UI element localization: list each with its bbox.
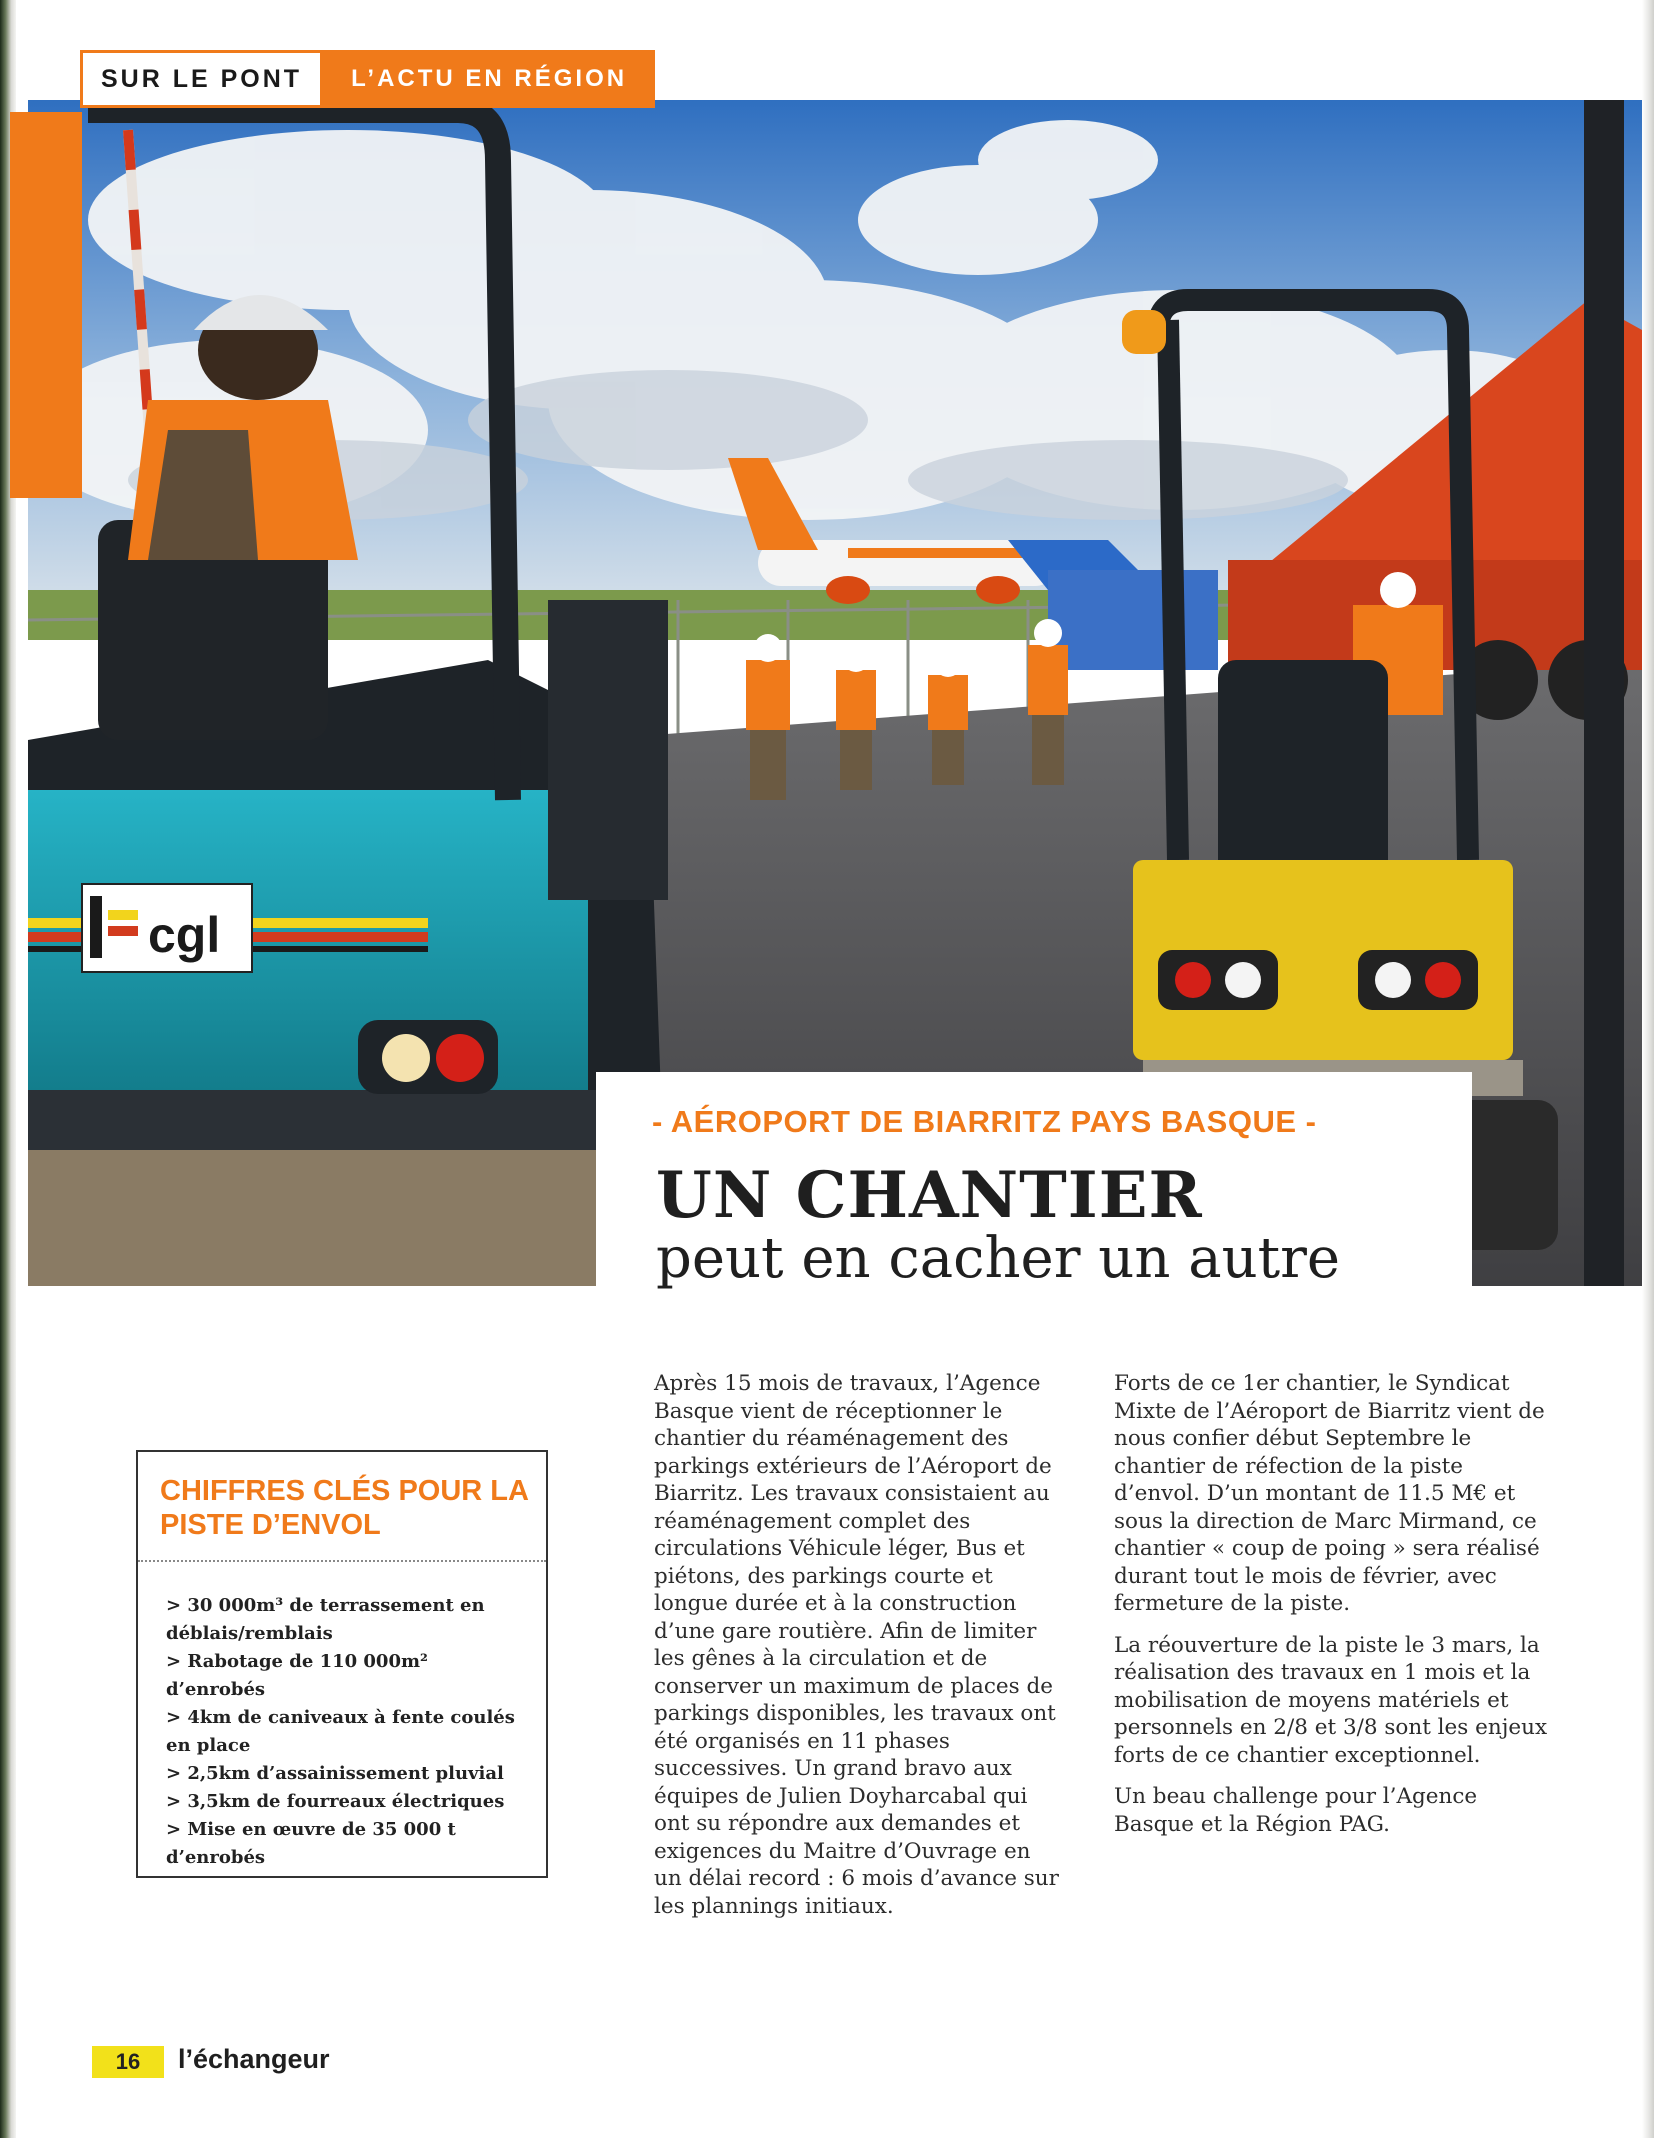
body-paragraph: Un beau challenge pour l’Agence Basque et la Région PAG. <box>1114 1784 1478 1837</box>
body-paragraph: La réouverture de la piste le 3 mars, la réalisation des travaux en 1 mois et la mobilisation de moyens matériels et personnels en 2/8 et 3/8 sont les enjeux forts de ce chantier exceptionnel. <box>1114 1632 1548 1768</box>
cgl-logo: cgl <box>148 907 221 963</box>
key-figures-list <box>166 1592 526 1872</box>
key-figure-item: > 4km de caniveaux à fente coulés en place <box>166 1707 515 1756</box>
article-title: UN CHANTIER <box>656 1158 1203 1233</box>
page-edge <box>1642 0 1654 2138</box>
body-column-1 <box>654 1370 1064 1934</box>
key-figure-item: > Rabotage de 110 000m² d’enrobés <box>166 1651 428 1700</box>
key-figure-item: > 30 000m³ de terrassement en déblais/remblais <box>166 1595 485 1644</box>
key-figure-item: > 2,5km d’assainissement pluvial <box>166 1763 504 1784</box>
section-label: SUR LE PONT <box>80 50 323 108</box>
article-kicker: - AÉROPORT DE BIARRITZ PAYS BASQUE - <box>652 1104 1317 1139</box>
section-header <box>80 50 655 108</box>
key-figures-title: CHIFFRES CLÉS POUR LA PISTE D’ENVOL <box>160 1475 528 1541</box>
category-label: L’ACTU EN RÉGION <box>323 50 655 108</box>
body-column-2 <box>1114 1370 1554 1852</box>
key-figures-divider <box>138 1560 546 1562</box>
title-box <box>596 1072 1472 1300</box>
magazine-name: l’échangeur <box>178 2044 330 2074</box>
key-figure-item: > 3,5km de fourreaux électriques <box>166 1791 505 1812</box>
article-subtitle: peut en cacher un autre <box>656 1226 1341 1291</box>
page-number: 16 <box>92 2046 164 2078</box>
key-figure-item: > Mise en œuvre de 35 000 t d’enrobés <box>166 1819 456 1868</box>
body-paragraph: Forts de ce 1er chantier, le Syndicat Mixte de l’Aéroport de Biarritz vient de nous confier début Septembre le chantier de réfection de la piste d’envol. D’un montant de 11.5 M€ et sous la direction de Marc Mirmand, ce chantier « coup de poing » sera réalisé durant tout le mois de février, avec fermeture de la piste. <box>1114 1371 1545 1616</box>
key-figures-box <box>136 1450 548 1878</box>
orange-accent-bar <box>10 112 82 498</box>
body-paragraph: Après 15 mois de travaux, l’Agence Basque vient de réceptionner le chantier du réaménagement des parkings extérieurs de l’Aéroport de Biarritz. Les travaux consistaient au réaménagement complet des circulations Véhicule léger, Bus et piétons, des parkings courte et longue durée et à la construction d’une gare routière. Afin de limiter les gênes à la circulation et de conserver un maximum de places de parkings disponibles, les travaux ont été organisés en 11 phases successives. Un grand bravo aux équipes de Julien Doyharcabal qui ont su répondre aux demandes et exigences du Maitre d’Ouvrage en un délai record : 6 mois d’avance sur les plannings initiaux. <box>654 1371 1059 1919</box>
